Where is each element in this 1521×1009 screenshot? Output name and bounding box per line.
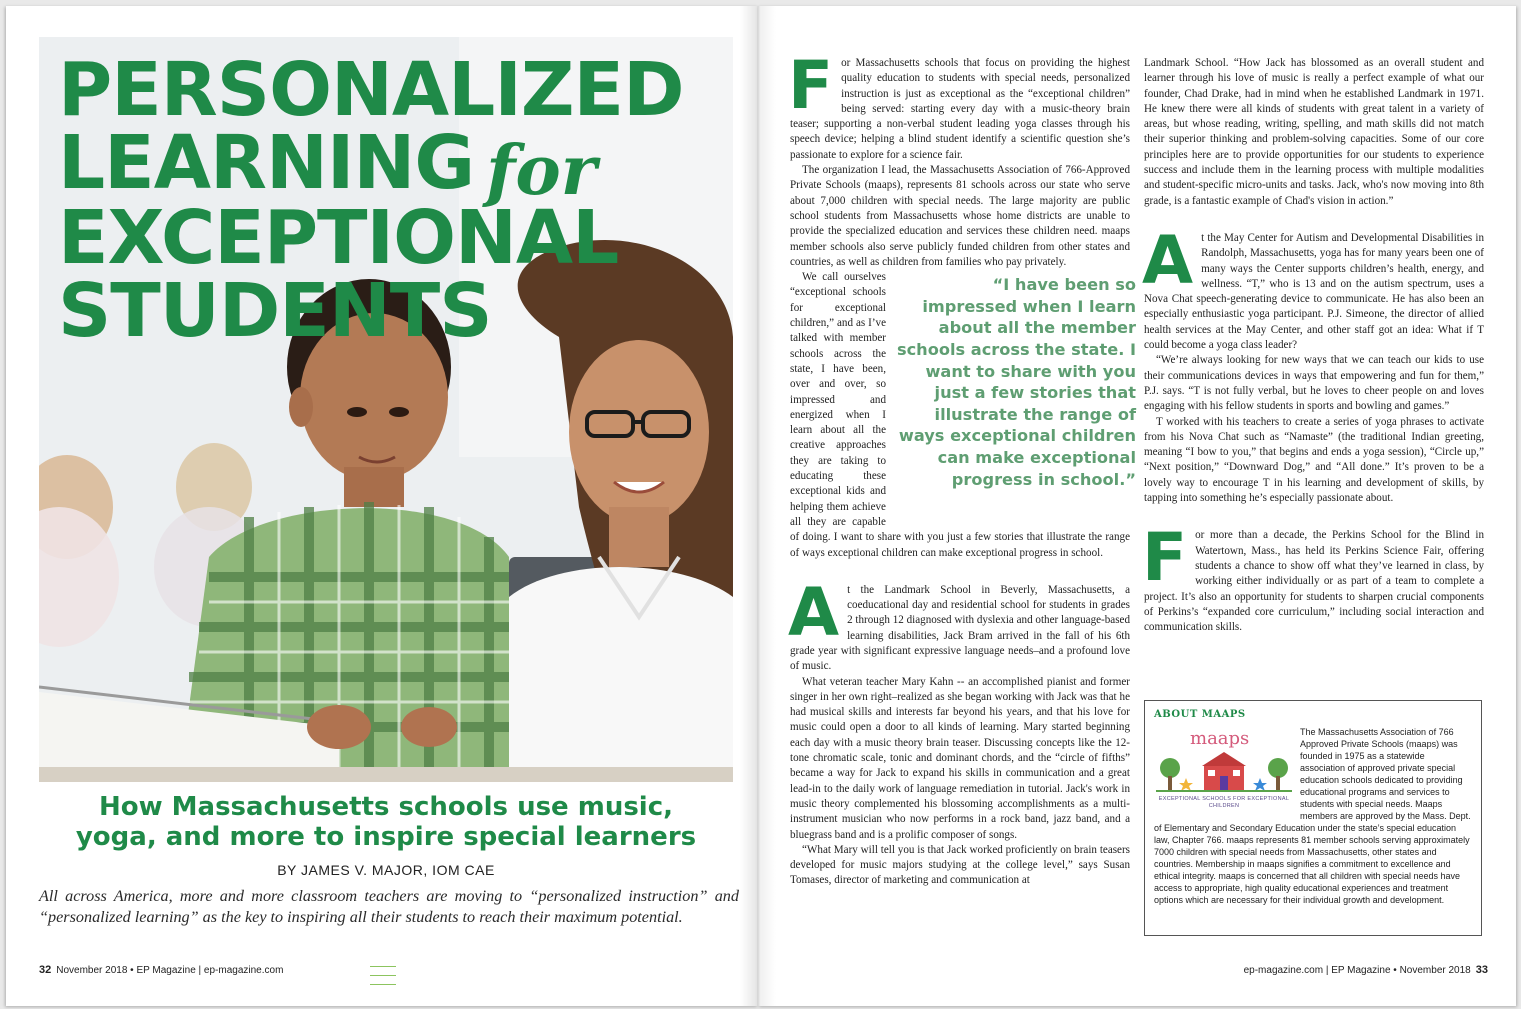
col1-paragraph-6: “What Mary will tell you is that Jack worked proficiently on brain teasers developed for music majors studying at the college level,” says Susan Tomases, director of marketing and communication at: [790, 843, 1130, 887]
col2-paragraph-3: “We’re always looking for new ways that we can teach our kids to use their communications devices in ways that empowering and fun for them,” P.J. says. “T is not fully verbal, but he loves to cheer people on and loves engaging with his fellow students in sports and bowling and games.”: [1144, 354, 1484, 413]
col1-paragraph-1: For Massachusetts schools that focus on providing the highest quality education to students with special needs, personalized instruction is just as exceptional as the “exceptional children” being served: starting every day with a music-theory brain teaser; supporting a non-verbal student leading yoga classes through his speech device; helping a blind student identify a scientific question she’s passionate to explore for a science fair.: [788, 47, 1130, 161]
page-number-right: 33: [1475, 964, 1488, 976]
col2-paragraph-2: At the May Center for Autism and Developmental Disabilities in Randolph, Massachusetts, yoga has for many years been one of many ways the Center supports children’s health, energy, and wellness. “T,” who is 13 and on the autism spectrum, uses a Nova Chat speech-generating device to communicate. He has also been an especially enthusiastic yoga participant. P.J. Simeone, the director of allied health services at the May Center, and other staff got an idea: What if T could become a yoga class leader?: [1142, 221, 1484, 352]
maaps-logo-tagline: EXCEPTIONAL SCHOOLS FOR EXCEPTIONAL CHILDREN: [1158, 796, 1290, 809]
pull-quote-block: [896, 274, 1136, 524]
maaps-logo: [1156, 728, 1292, 820]
headline-learning: LEARNING: [58, 120, 475, 206]
folio-right-text: ep-magazine.com | EP Magazine • November 2018: [1243, 965, 1471, 976]
col2-paragraph-4: T worked with his teachers to create a series of yoga phrases to activate from his Nova Chat such as “Namaste” (the traditional Indian greeting, meaning “I bow to you,” that begins and ends a yoga session), “Circle up,” “Next position,” “Downward Dog,” and “All done.” It’s proven to be a lovely way to encourage T in his learning and development of skills, by tapping into something he’s especially passionate about.: [1144, 415, 1484, 505]
maaps-logo-word: maaps: [1190, 728, 1250, 749]
col1-paragraph-2: The organization I lead, the Massachusetts Association of 766-Approved Private Schools (maaps), represents 81 schools across our state who serve about 7,000 children with special needs. The large majority are public school students from Massachusetts whose home districts are unable to provide the specialized education and services these children need. maaps member schools also serve publicly funded children from other states and countries, as well as children from families who pay privately.: [790, 164, 1130, 268]
headline-for-script: for: [486, 131, 597, 211]
folio-right: [1244, 964, 1488, 976]
col2-paragraph-1: Landmark School. “How Jack has blossomed as an overall student and learner through his love of music is really a perfect example of what our founder, Chad Drake, had in mind when he established Landmark in 1971. He knew there were all kinds of students with great talent in a variety of areas, but whose reading, writing, spelling, and math skills did not match their superior thinking and problem-solving capacities. Some of our core principles here are to provide opportunities for our students to experience success and include them in the learning process with multiple modalities and student-specific micro-units and tasks. Jack, who's now moving into 8th grade, is a fantastic example of Chad's vision in action.”: [1144, 57, 1484, 207]
subhead-line-2: yoga, and more to inspire special learners: [75, 822, 697, 852]
dropcap-a: A: [788, 573, 840, 651]
gutter-lines-decoration: [370, 966, 396, 996]
headline-line-2: [58, 120, 738, 211]
dropcap-f-2: F: [1142, 519, 1188, 597]
about-title: ABOUT MAAPS: [1154, 709, 1246, 720]
subheadline: [36, 792, 736, 852]
headline: [58, 47, 738, 354]
col1-paragraph-5: What veteran teacher Mary Kahn -- an accomplished pianist and former singer in her own right–realized as she began working with Jack was that he had musical skills and interests far beyond his years, and that his love for music could open a door to all kinds of learning. Mary started beginning each day with a music theory brain teaser. Discussing concepts like the 12-tone chromatic scale, tonic and dominant chords, and the “circle of fifths” became a way for Jack to expand his skills in communication and a great lead-in to the daily work of language remediation in tutorial. Jack's work in music theory complemented his blossoming accomplishments as a multi-instrument musician who now performs in a rock band, jazz band, and a bluegrass band and is a prolific composer of songs.: [790, 675, 1130, 841]
pull-quote: “I have been so impressed when I learn about all the member schools across the state. I want to share with you just a few stories that illustrate the range of ways exceptional children can make exceptional progress in school.”: [896, 275, 1136, 489]
byline: BY JAMES V. MAJOR, IOM CAE: [277, 862, 495, 878]
about-text: The Massachusetts Association of 766 Approved Private Schools (maaps) was founded in 1975 as a statewide association of approved private special education schools dedicated to providing educational programs and services to students with special needs. Maaps members are approved by the Mass. Dept. of Elementary and Secondary Education under the state’s special education law, Chapter 766. maaps represents 81 member schools serving approximately 7000 children with special needs from Massachusetts, other states and countries. Membership in maaps signifies a commitment to excellence and ethical integrity. maaps is concerned that all children with special needs have access to appropriate, high quality educational experiences and treatment options which are necessary for their individual growth and development.: [1154, 727, 1471, 905]
dropcap-a-2: A: [1142, 221, 1194, 299]
left-page: [6, 6, 758, 1006]
folio-left: [39, 964, 283, 976]
headline-line-1: PERSONALIZED: [58, 47, 684, 133]
folio-left-text: November 2018 • EP Magazine | ep-magazine.com: [56, 965, 284, 976]
headline-line-4: STUDENTS: [58, 268, 492, 354]
schoolhouse-icon: [1156, 728, 1292, 798]
page-number-left: 32: [39, 964, 52, 976]
col1-paragraph-4: At the Landmark School in Beverly, Massachusetts, a coeducational day and residential school for students in grades 2 through 12 diagnosed with dyslexia and other language-based learning disabilities, Jack Bram arrived in the fall of his 6th grade year with significant expressive language needs–and a profound love of music.: [788, 573, 1130, 673]
col2-paragraph-5: For more than a decade, the Perkins School for the Blind in Watertown, Mass., has held its Perkins Science Fair, offering students a chance to show off what they’ve learned in class, by working either individually or as part of a team to complete a project. It’s also an opportunity for students to sharpen crucial components of Perkins’s “expanded core curriculum,” including social interaction and communication skills.: [1142, 519, 1484, 634]
right-page: [758, 6, 1516, 1006]
subhead-line-1: How Massachusetts schools use music,: [98, 792, 674, 822]
col1-paragraph-3: We call ourselves “exceptional schools for exceptional children,” and as I’ve talked with member schools across the state, I have been, over and over, so impressed and energized when I learn about all the creative approaches they are taking to educating these exceptional kids and helping them achieve all they are capable of doing. I want to share with you just a few stories that illustrate the range of ways exceptional children can make exceptional progress in school.: [790, 271, 1130, 559]
article-column-2: [1144, 56, 1484, 635]
about-maaps-box: [1144, 700, 1482, 936]
headline-line-3: EXCEPTIONAL: [58, 195, 619, 281]
intro-paragraph: All across America, more and more classroom teachers are moving to “personalized instruction” and “personalized learning” as the key to inspiring all their students to reach their maximum potential.: [39, 887, 739, 926]
dropcap-f: F: [788, 47, 834, 124]
article-column-1: [788, 47, 1136, 889]
